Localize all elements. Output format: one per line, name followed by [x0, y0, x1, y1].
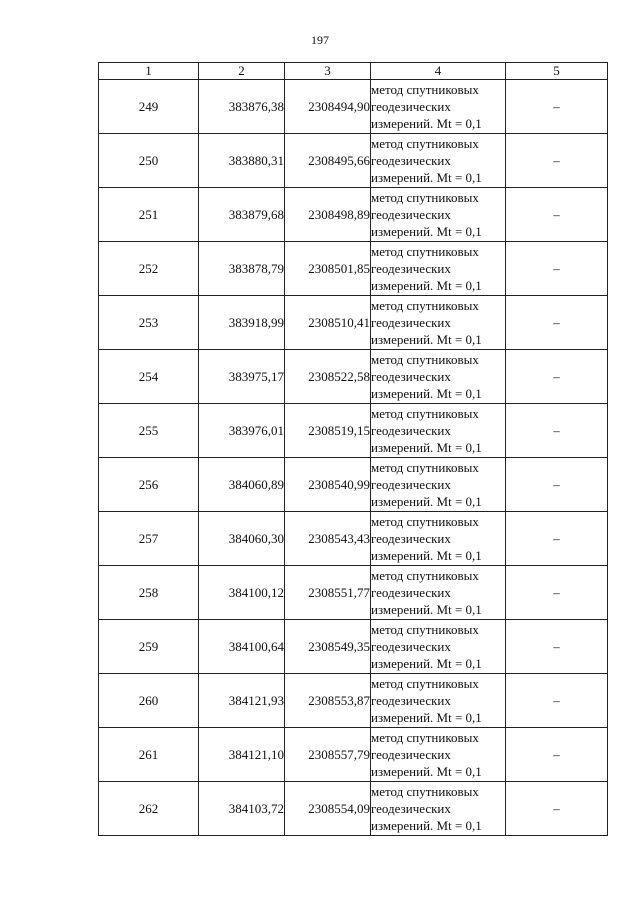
- note-dash: –: [506, 80, 608, 134]
- coord-y: 2308549,35: [285, 620, 371, 674]
- note-dash: –: [506, 188, 608, 242]
- table-row: [99, 566, 608, 620]
- point-number: 256: [99, 458, 199, 512]
- method-description: метод спутниковых геодезических измерений. Mt = 0,1: [371, 404, 506, 458]
- coord-x: 383975,17: [199, 350, 285, 404]
- coord-x: 384121,93: [199, 674, 285, 728]
- coordinates-table: [98, 62, 608, 836]
- coord-y: 2308495,66: [285, 134, 371, 188]
- method-description: метод спутниковых геодезических измерений. Mt = 0,1: [371, 134, 506, 188]
- point-number: 262: [99, 782, 199, 836]
- method-description: метод спутниковых геодезических измерений. Mt = 0,1: [371, 296, 506, 350]
- coord-x: 384103,72: [199, 782, 285, 836]
- table-row: [99, 80, 608, 134]
- note-dash: –: [506, 458, 608, 512]
- note-dash: –: [506, 566, 608, 620]
- coord-y: 2308501,85: [285, 242, 371, 296]
- method-description: метод спутниковых геодезических измерений. Mt = 0,1: [371, 566, 506, 620]
- point-number: 255: [99, 404, 199, 458]
- point-number: 258: [99, 566, 199, 620]
- method-description: метод спутниковых геодезических измерений. Mt = 0,1: [371, 458, 506, 512]
- method-description: метод спутниковых геодезических измерений. Mt = 0,1: [371, 188, 506, 242]
- point-number: 253: [99, 296, 199, 350]
- coord-x: 383976,01: [199, 404, 285, 458]
- coord-x: 384060,89: [199, 458, 285, 512]
- coord-y: 2308494,90: [285, 80, 371, 134]
- header-col-2: 2: [199, 63, 285, 80]
- coord-x: 383878,79: [199, 242, 285, 296]
- point-number: 261: [99, 728, 199, 782]
- note-dash: –: [506, 620, 608, 674]
- note-dash: –: [506, 512, 608, 566]
- method-description: метод спутниковых геодезических измерений. Mt = 0,1: [371, 674, 506, 728]
- coord-x: 384121,10: [199, 728, 285, 782]
- coord-x: 384060,30: [199, 512, 285, 566]
- coord-y: 2308519,15: [285, 404, 371, 458]
- method-description: метод спутниковых геодезических измерений. Mt = 0,1: [371, 782, 506, 836]
- coord-y: 2308540,99: [285, 458, 371, 512]
- coord-y: 2308543,43: [285, 512, 371, 566]
- point-number: 254: [99, 350, 199, 404]
- method-description: метод спутниковых геодезических измерений. Mt = 0,1: [371, 242, 506, 296]
- header-col-4: 4: [371, 63, 506, 80]
- coord-x: 384100,12: [199, 566, 285, 620]
- table-row: [99, 296, 608, 350]
- coord-x: 383876,38: [199, 80, 285, 134]
- table-body: [99, 80, 608, 836]
- header-row: [99, 63, 608, 80]
- coord-y: 2308510,41: [285, 296, 371, 350]
- table-row: [99, 188, 608, 242]
- table-row: [99, 458, 608, 512]
- point-number: 249: [99, 80, 199, 134]
- page-number: 197: [311, 33, 329, 47]
- coord-x: 384100,64: [199, 620, 285, 674]
- point-number: 251: [99, 188, 199, 242]
- table-row: [99, 728, 608, 782]
- point-number: 250: [99, 134, 199, 188]
- header-col-3: 3: [285, 63, 371, 80]
- table-row: [99, 404, 608, 458]
- coord-y: 2308551,77: [285, 566, 371, 620]
- table-row: [99, 782, 608, 836]
- coord-y: 2308522,58: [285, 350, 371, 404]
- point-number: 259: [99, 620, 199, 674]
- table-row: [99, 350, 608, 404]
- table-header: [99, 63, 608, 80]
- coord-y: 2308553,87: [285, 674, 371, 728]
- coord-x: 383879,68: [199, 188, 285, 242]
- note-dash: –: [506, 728, 608, 782]
- table-row: [99, 620, 608, 674]
- table-row: [99, 242, 608, 296]
- coord-y: 2308554,09: [285, 782, 371, 836]
- coord-y: 2308498,89: [285, 188, 371, 242]
- coord-x: 383880,31: [199, 134, 285, 188]
- note-dash: –: [506, 242, 608, 296]
- method-description: метод спутниковых геодезических измерений. Mt = 0,1: [371, 620, 506, 674]
- coord-y: 2308557,79: [285, 728, 371, 782]
- table-row: [99, 674, 608, 728]
- note-dash: –: [506, 296, 608, 350]
- method-description: метод спутниковых геодезических измерений. Mt = 0,1: [371, 80, 506, 134]
- coord-x: 383918,99: [199, 296, 285, 350]
- method-description: метод спутниковых геодезических измерений. Mt = 0,1: [371, 350, 506, 404]
- table-row: [99, 512, 608, 566]
- table-row: [99, 134, 608, 188]
- note-dash: –: [506, 404, 608, 458]
- method-description: метод спутниковых геодезических измерений. Mt = 0,1: [371, 512, 506, 566]
- note-dash: –: [506, 782, 608, 836]
- header-col-1: 1: [99, 63, 199, 80]
- header-col-5: 5: [506, 63, 608, 80]
- point-number: 260: [99, 674, 199, 728]
- point-number: 257: [99, 512, 199, 566]
- note-dash: –: [506, 350, 608, 404]
- note-dash: –: [506, 674, 608, 728]
- note-dash: –: [506, 134, 608, 188]
- point-number: 252: [99, 242, 199, 296]
- method-description: метод спутниковых геодезических измерений. Mt = 0,1: [371, 728, 506, 782]
